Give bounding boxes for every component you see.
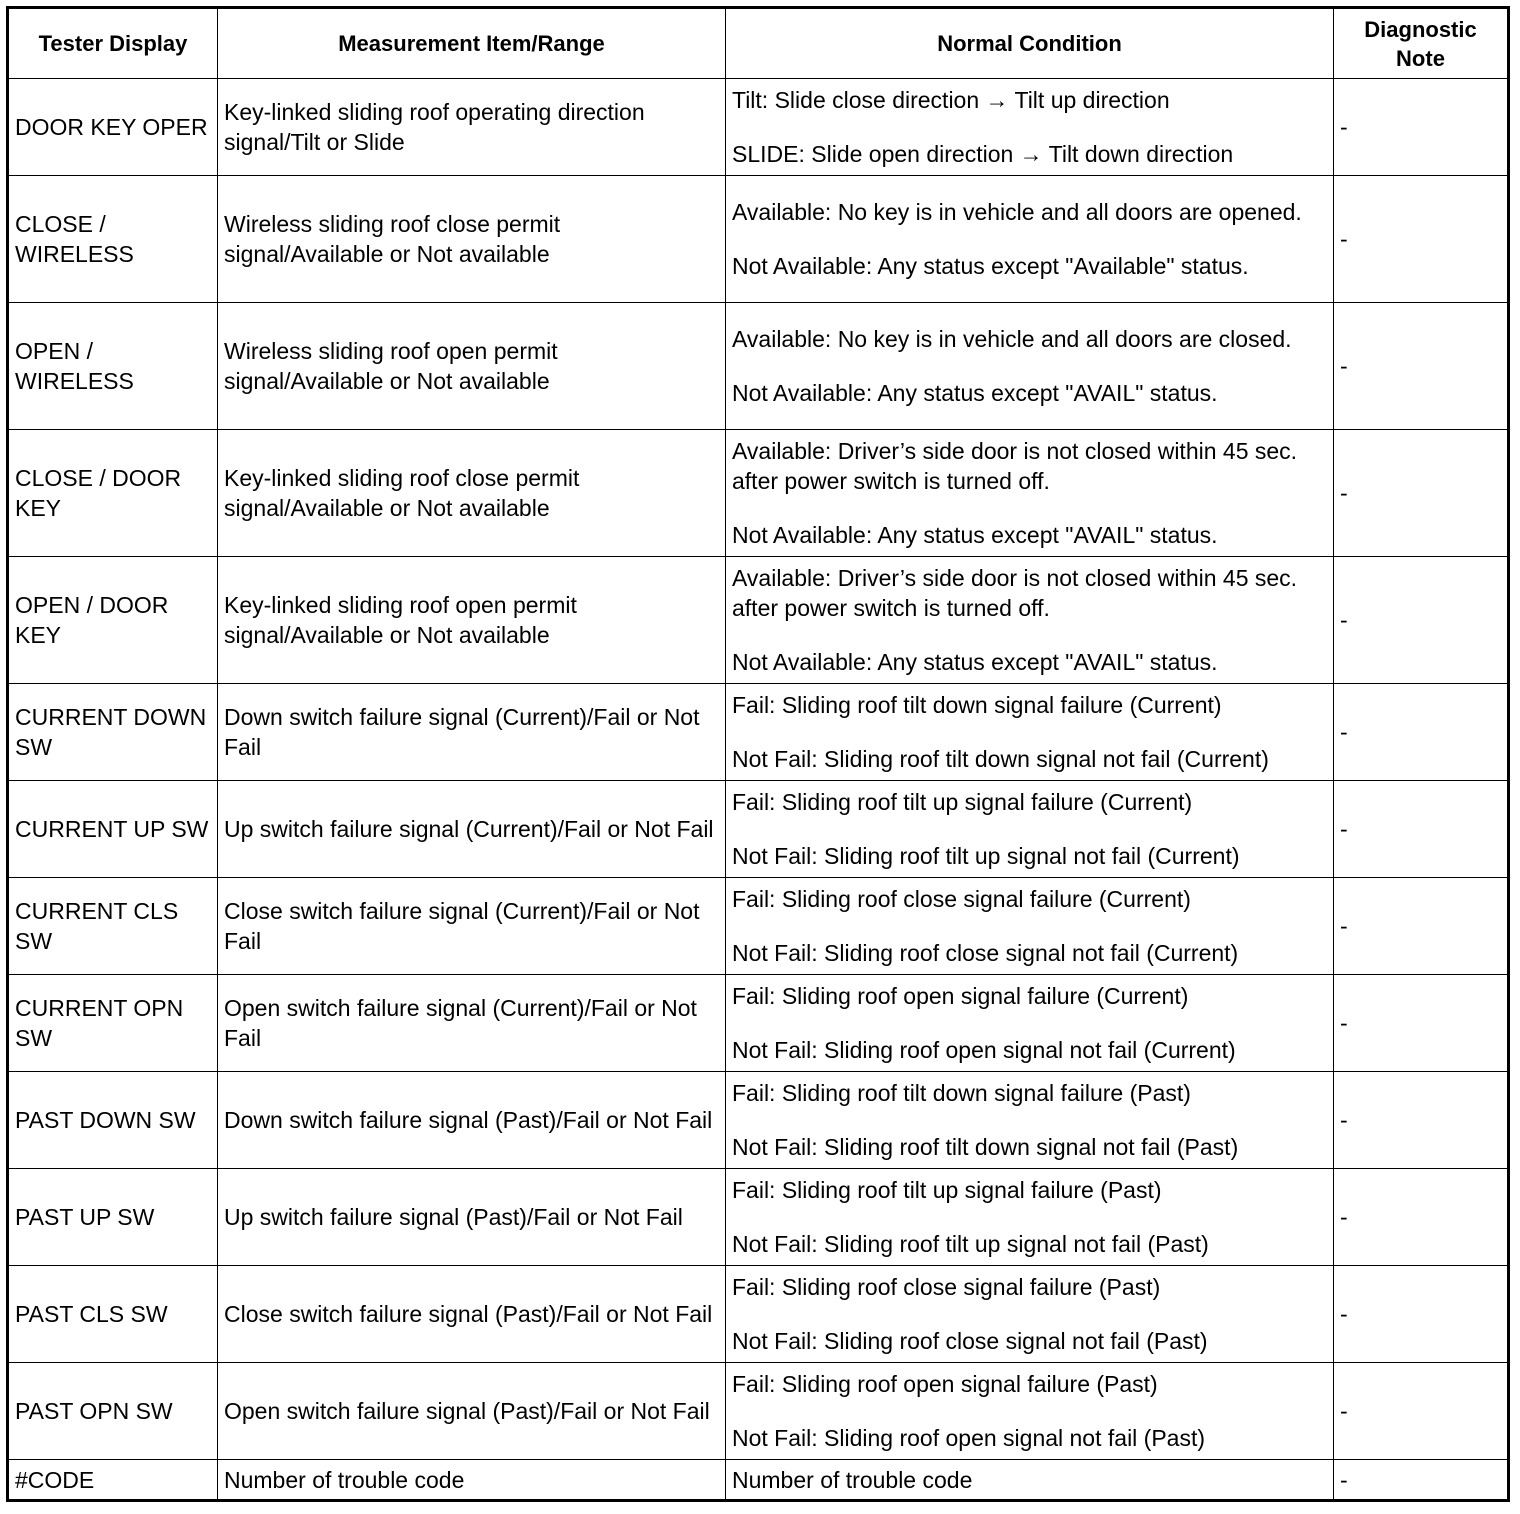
table-row	[8, 430, 1509, 557]
diagnostic-note-cell: -	[1334, 1169, 1509, 1266]
header-diagnostic-note: Diagnostic Note	[1334, 8, 1509, 79]
measurement-cell: Up switch failure signal (Past)/Fail or Not Fail	[218, 1169, 726, 1266]
diagnostic-note-cell: -	[1334, 303, 1509, 430]
measurement-cell: Close switch failure signal (Current)/Fail or Not Fail	[218, 878, 726, 975]
table-row	[8, 303, 1509, 430]
diagnostic-note-cell: -	[1334, 79, 1509, 176]
measurement-cell: Key-linked sliding roof operating direction signal/Tilt or Slide	[218, 79, 726, 176]
diagnostic-note-cell: -	[1334, 176, 1509, 303]
condition-line: Fail: Sliding roof tilt up signal failure (Current)	[732, 789, 1193, 815]
tester-display-cell: CURRENT CLS SW	[8, 878, 218, 975]
condition-line: Fail: Sliding roof close signal failure (Past)	[732, 1274, 1161, 1300]
measurement-cell: Up switch failure signal (Current)/Fail or Not Fail	[218, 781, 726, 878]
normal-condition-cell	[726, 975, 1334, 1072]
normal-condition-cell	[726, 684, 1334, 781]
condition-line: Not Fail: Sliding roof tilt down signal not fail (Past)	[732, 1134, 1239, 1160]
tester-display-cell: OPEN / DOOR KEY	[8, 557, 218, 684]
tester-display-cell: CLOSE / DOOR KEY	[8, 430, 218, 557]
condition-line: Not Fail: Sliding roof open signal not fail (Current)	[732, 1037, 1236, 1063]
header-row	[8, 8, 1509, 79]
diagnostic-note-cell: -	[1334, 781, 1509, 878]
normal-condition-cell	[726, 1169, 1334, 1266]
condition-line: Available: No key is in vehicle and all doors are opened.	[732, 199, 1302, 225]
data-list-table	[6, 6, 1510, 1502]
table-row	[8, 1266, 1509, 1363]
normal-condition-cell	[726, 303, 1334, 430]
table-row	[8, 79, 1509, 176]
tester-display-cell: PAST CLS SW	[8, 1266, 218, 1363]
normal-condition-cell	[726, 430, 1334, 557]
condition-line: SLIDE: Slide open direction → Tilt down direction	[732, 141, 1234, 167]
tester-display-cell: CLOSE / WIRELESS	[8, 176, 218, 303]
tester-display-cell: PAST DOWN SW	[8, 1072, 218, 1169]
normal-condition-cell	[726, 1363, 1334, 1460]
measurement-cell: Open switch failure signal (Current)/Fail or Not Fail	[218, 975, 726, 1072]
tester-display-cell: CURRENT UP SW	[8, 781, 218, 878]
condition-line: Available: No key is in vehicle and all doors are closed.	[732, 326, 1292, 352]
normal-condition-cell	[726, 79, 1334, 176]
measurement-cell: Wireless sliding roof open permit signal/Available or Not available	[218, 303, 726, 430]
normal-condition-cell	[726, 878, 1334, 975]
tester-display-cell: PAST UP SW	[8, 1169, 218, 1266]
condition-line: Fail: Sliding roof tilt up signal failure (Past)	[732, 1177, 1162, 1203]
condition-line: Not Available: Any status except "AVAIL" status.	[732, 522, 1218, 548]
table-row	[8, 1460, 1509, 1501]
diagnostic-note-cell: -	[1334, 1363, 1509, 1460]
condition-line: Not Fail: Sliding roof close signal not fail (Current)	[732, 940, 1239, 966]
table-row	[8, 1072, 1509, 1169]
condition-line: Fail: Sliding roof close signal failure (Current)	[732, 886, 1191, 912]
header-tester-display: Tester Display	[8, 8, 218, 79]
tester-display-cell: DOOR KEY OPER	[8, 79, 218, 176]
table-row	[8, 1169, 1509, 1266]
tester-display-cell: PAST OPN SW	[8, 1363, 218, 1460]
diagnostic-note-cell: -	[1334, 684, 1509, 781]
tester-display-cell: CURRENT DOWN SW	[8, 684, 218, 781]
condition-line: Not Fail: Sliding roof tilt down signal not fail (Current)	[732, 746, 1269, 772]
measurement-cell: Down switch failure signal (Past)/Fail or Not Fail	[218, 1072, 726, 1169]
table-row	[8, 878, 1509, 975]
condition-line: Not Available: Any status except "AVAIL" status.	[732, 649, 1218, 675]
normal-condition-cell	[726, 176, 1334, 303]
condition-line: Fail: Sliding roof tilt down signal failure (Current)	[732, 692, 1222, 718]
condition-line: Fail: Sliding roof tilt down signal failure (Past)	[732, 1080, 1191, 1106]
diagnostic-note-cell: -	[1334, 1072, 1509, 1169]
normal-condition-cell	[726, 781, 1334, 878]
tester-display-cell: CURRENT OPN SW	[8, 975, 218, 1072]
measurement-cell: Close switch failure signal (Past)/Fail or Not Fail	[218, 1266, 726, 1363]
condition-line: Not Available: Any status except "AVAIL" status.	[732, 380, 1218, 406]
tester-display-cell: #CODE	[8, 1460, 218, 1501]
condition-line: Not Fail: Sliding roof tilt up signal not fail (Current)	[732, 843, 1240, 869]
header-normal-condition: Normal Condition	[726, 8, 1334, 79]
tester-display-cell: OPEN / WIRELESS	[8, 303, 218, 430]
measurement-cell: Wireless sliding roof close permit signal/Available or Not available	[218, 176, 726, 303]
normal-condition-cell	[726, 1072, 1334, 1169]
condition-line: Fail: Sliding roof open signal failure (Current)	[732, 983, 1189, 1009]
diagnostic-note-cell: -	[1334, 1266, 1509, 1363]
table-row	[8, 684, 1509, 781]
normal-condition-cell	[726, 1266, 1334, 1363]
table-row	[8, 781, 1509, 878]
condition-line: Not Fail: Sliding roof open signal not fail (Past)	[732, 1425, 1206, 1451]
measurement-cell: Key-linked sliding roof close permit signal/Available or Not available	[218, 430, 726, 557]
table-row	[8, 1363, 1509, 1460]
diagnostic-note-cell: -	[1334, 878, 1509, 975]
normal-condition-cell	[726, 557, 1334, 684]
table-row	[8, 975, 1509, 1072]
diagnostic-note-cell: -	[1334, 430, 1509, 557]
header-measurement-item: Measurement Item/Range	[218, 8, 726, 79]
measurement-cell: Number of trouble code	[218, 1460, 726, 1501]
table-row	[8, 557, 1509, 684]
diagnostic-note-cell: -	[1334, 1460, 1509, 1501]
measurement-cell: Key-linked sliding roof open permit signal/Available or Not available	[218, 557, 726, 684]
measurement-cell: Open switch failure signal (Past)/Fail or Not Fail	[218, 1363, 726, 1460]
condition-line: Available: Driver’s side door is not closed within 45 sec. after power switch is turned off.	[732, 565, 1298, 621]
condition-line: Fail: Sliding roof open signal failure (Past)	[732, 1371, 1158, 1397]
condition-line: Not Fail: Sliding roof tilt up signal not fail (Past)	[732, 1231, 1209, 1257]
condition-line: Available: Driver’s side door is not closed within 45 sec. after power switch is turned off.	[732, 438, 1298, 494]
diagnostic-note-cell: -	[1334, 557, 1509, 684]
normal-condition-cell: Number of trouble code	[726, 1460, 1334, 1501]
diagnostic-note-cell: -	[1334, 975, 1509, 1072]
measurement-cell: Down switch failure signal (Current)/Fail or Not Fail	[218, 684, 726, 781]
condition-line: Not Fail: Sliding roof close signal not fail (Past)	[732, 1328, 1208, 1354]
condition-line: Not Available: Any status except "Available" status.	[732, 253, 1249, 279]
condition-line: Tilt: Slide close direction → Tilt up direction	[732, 87, 1170, 113]
table-row	[8, 176, 1509, 303]
